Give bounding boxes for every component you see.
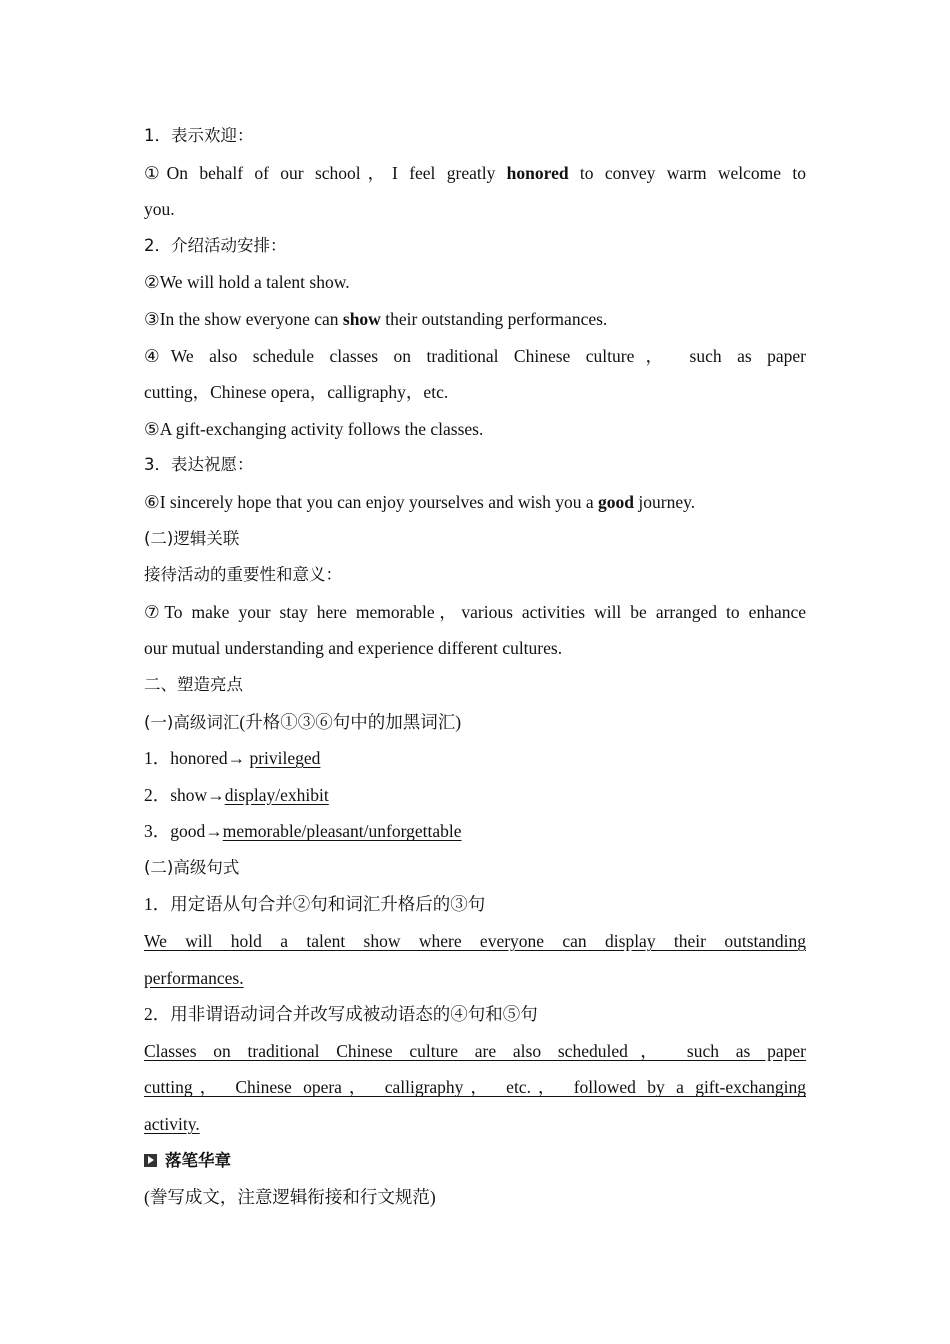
logic-subheading: 接待活动的重要性和意义： [144, 565, 342, 585]
pattern-question-1: 1．用定语从句合并②句和词汇升格后的③句 [144, 894, 486, 915]
vocab-item-3-label: 3．good→ [144, 821, 223, 842]
sentence-6-text: ⑥I sincerely hope that you can enjoy yourselves and wish you a [144, 491, 599, 512]
pattern-answer-1: We will hold a talent show where everyone can display their outstanding [144, 931, 806, 952]
bold-word-good: good [598, 491, 635, 512]
sentence-3 [144, 301, 806, 338]
highlights-heading: 二、塑造亮点 [144, 674, 243, 694]
vocab-item-2 [144, 777, 806, 814]
sentence-pattern-heading: (二)高级句式 [144, 857, 240, 877]
pattern-answer-2-end: activity. [144, 1114, 200, 1135]
vocab-item-1 [144, 740, 806, 777]
vocab-item-1-answer: privileged [249, 748, 321, 769]
sentence-3-text-end: their outstanding performances. [380, 308, 608, 329]
vocab-item-2-answer: display/exhibit [224, 784, 329, 805]
play-triangle-icon [144, 1154, 157, 1167]
sentence-6 [144, 484, 806, 521]
section-heading-activities: 2．介绍活动安排： [144, 235, 287, 255]
section-heading-wishes: 3．表达祝愿： [144, 455, 254, 475]
vocab-heading-title: (一)高级词汇 [144, 712, 240, 732]
bold-word-honored: honored [506, 162, 569, 183]
sentence-1-continued: you. [144, 199, 175, 220]
vocab-item-1-label: 1．honored→ [144, 748, 250, 769]
vocab-item-2-label: 2．show→ [144, 784, 225, 805]
pattern-answer-2-continued: cutting， Chinese opera， calligraphy， etc.， followed by a gift-exchanging [144, 1077, 806, 1098]
pattern-answer-2-end-line [144, 1106, 806, 1143]
vocab-heading-note: (升格①③⑥句中的加黑词汇) [239, 711, 462, 732]
sentence-1-text-end: to convey warm welcome to [568, 162, 806, 183]
vocab-item-3 [144, 813, 806, 850]
sentence-6-text-end: journey. [634, 491, 696, 512]
sentence-3-text: ③In the show everyone can [144, 308, 343, 329]
sentence-4-continued: cutting，Chinese opera，calligraphy，etc. [144, 382, 449, 403]
sentence-5: ⑤A gift-exchanging activity follows the classes. [144, 418, 484, 439]
final-heading-text: 落笔华章 [165, 1150, 231, 1170]
vocab-item-3-answer: memorable/pleasant/unforgettable [222, 821, 462, 842]
pattern-answer-1-continued [144, 960, 806, 997]
bold-word-show: show [342, 308, 381, 329]
sentence-2: ②We will hold a talent show. [144, 272, 350, 293]
logic-heading: (二)逻辑关联 [144, 528, 240, 548]
sentence-7-continued: our mutual understanding and experience different cultures. [144, 638, 563, 659]
sentence-1-text: ①On behalf of our school，I feel greatly [144, 162, 507, 183]
document-page [144, 118, 806, 1216]
final-note: (誊写成文，注意逻辑衔接和行文规范) [144, 1187, 436, 1208]
pattern-question-2: 2．用非谓语动词合并改写成被动语态的④句和⑤句 [144, 1004, 538, 1025]
pattern-answer-1-end: performances. [144, 967, 244, 988]
sentence-1 [144, 155, 806, 192]
sentence-4: ④We also schedule classes on traditional Chinese culture， such as paper [144, 345, 806, 366]
final-heading [144, 1143, 806, 1180]
vocab-heading [144, 704, 806, 741]
pattern-answer-2: Classes on traditional Chinese culture are also scheduled， such as paper [144, 1040, 806, 1061]
sentence-7: ⑦To make your stay here memorable，various activities will be arranged to enhance [144, 601, 806, 622]
section-heading-welcome: 1．表示欢迎： [144, 126, 254, 145]
